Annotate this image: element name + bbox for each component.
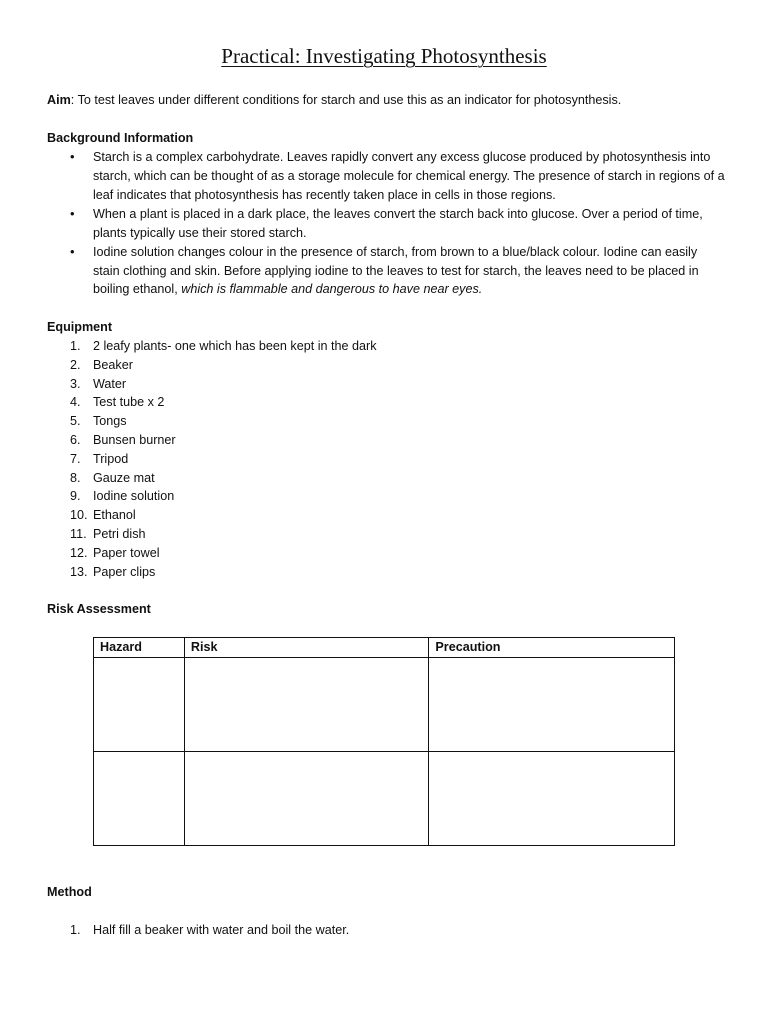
list-item	[47, 375, 377, 394]
list-item	[47, 356, 377, 375]
method-heading: Method	[47, 885, 92, 899]
item-number: 11.	[70, 526, 87, 541]
item-number: 1.	[70, 339, 81, 353]
item-number: 9.	[70, 489, 81, 504]
aim-label: Aim	[47, 93, 71, 107]
background-heading: Background Information	[47, 131, 194, 145]
item-number: 2.	[70, 357, 81, 372]
item-text: Petri dish	[93, 526, 146, 541]
list-item	[47, 450, 377, 469]
item-text: Bunsen burner	[93, 432, 176, 447]
item-text: Water	[93, 376, 127, 391]
item-number: 5.	[70, 414, 81, 429]
item-number: 12.	[70, 545, 88, 560]
table-row	[94, 752, 675, 846]
list-item	[47, 544, 377, 563]
item-text: Tongs	[93, 414, 127, 429]
bullet-icon: •	[70, 243, 75, 259]
table-header-row	[94, 638, 675, 658]
item-number: 3.	[70, 376, 81, 391]
item-text: Beaker	[93, 357, 133, 372]
bullet-icon: •	[70, 205, 75, 221]
risk-assessment-table	[93, 637, 675, 846]
list-item	[47, 337, 377, 356]
table-cell[interactable]	[429, 752, 675, 846]
risk-assessment-heading: Risk Assessment	[47, 602, 151, 616]
item-number: 8.	[70, 470, 81, 485]
list-item	[47, 431, 377, 450]
equipment-heading: Equipment	[47, 320, 113, 334]
item-number: 7.	[70, 451, 81, 466]
precaution-column-header: Precaution	[429, 638, 675, 658]
bullet-italic-warning: which is flammable and dangerous to have near eyes.	[181, 282, 483, 297]
item-text: Ethanol	[93, 508, 136, 523]
step-number: 1.	[70, 923, 81, 937]
list-item	[47, 563, 377, 582]
table-cell[interactable]	[429, 658, 675, 752]
list-item	[47, 921, 349, 940]
item-number: 6.	[70, 432, 81, 447]
list-item	[47, 205, 727, 243]
table-cell[interactable]	[94, 752, 185, 846]
aim-paragraph	[47, 91, 737, 109]
table-cell[interactable]	[184, 752, 428, 846]
page-title: Practical: Investigating Photosynthesis	[221, 44, 547, 68]
list-item	[47, 412, 377, 431]
list-item	[47, 243, 727, 299]
bullet-icon: •	[70, 149, 75, 164]
item-text: Iodine solution	[93, 489, 175, 504]
equipment-list	[47, 337, 377, 581]
item-text: Gauze mat	[93, 470, 155, 485]
bullet-text: When a plant is placed in a dark place, the leaves convert the starch back into glucose. Over a period of time, plants typically use their stored starch.	[93, 206, 703, 240]
item-number: 13.	[70, 564, 88, 579]
bullet-text: Iodine solution changes colour in the presence of starch, from brown to a blue/black colour. Iodine can easily stain clothing and skin. Before applying iodine to the leaves to test for starch, the leaves need to be placed in boiling ethanol,	[93, 244, 699, 297]
item-number: 10.	[70, 508, 88, 523]
table-cell[interactable]	[184, 658, 428, 752]
list-item	[47, 393, 377, 412]
item-text: Tripod	[93, 451, 129, 466]
bullet-text: Starch is a complex carbohydrate. Leaves rapidly convert any excess glucose produced by photosynthesis into starch, which can be thought of as a storage molecule for chemical energy. The presence of starch in regions of a leaf indicates that photosynthesis has recently taken place in cells in those regions.	[93, 150, 725, 202]
hazard-column-header: Hazard	[94, 638, 185, 658]
list-item	[47, 148, 727, 204]
risk-column-header: Risk	[184, 638, 428, 658]
table-row	[94, 658, 675, 752]
list-item	[47, 469, 377, 488]
aim-text: : To test leaves under different conditions for starch and use this as an indicator for photosynthesis.	[70, 93, 622, 107]
item-text: 2 leafy plants- one which has been kept in the dark	[93, 339, 377, 353]
background-bullet-list	[47, 148, 727, 300]
list-item	[47, 487, 377, 506]
method-list	[47, 921, 349, 940]
item-text: Paper towel	[93, 545, 160, 560]
step-text: Half fill a beaker with water and boil the water.	[93, 923, 350, 937]
item-text: Paper clips	[93, 564, 156, 579]
item-number: 4.	[70, 395, 81, 410]
list-item	[47, 525, 377, 544]
table-cell[interactable]	[94, 658, 185, 752]
list-item	[47, 506, 377, 525]
item-text: Test tube x 2	[93, 395, 165, 410]
